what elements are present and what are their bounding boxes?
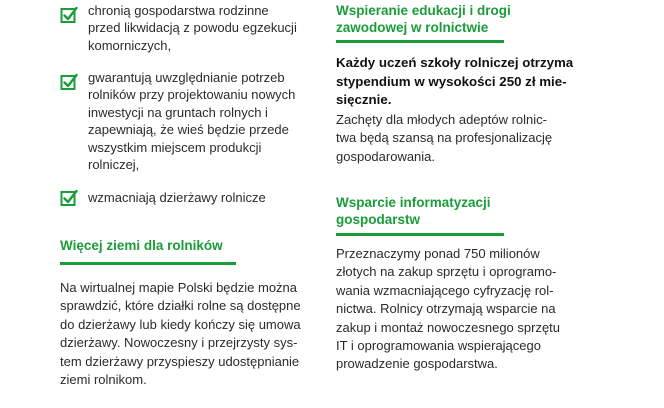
line: tem dzierżawy przyspieszy udostępnianie [60,353,300,369]
heading-underline [336,233,504,236]
line: do dzierżawy lub kiedy kończy się umowa [60,316,301,332]
section-heading-education [336,2,511,36]
line: przed likwidacją z powodu egzekucji [88,20,297,36]
benefit-text [88,69,308,173]
line: wzmacniają dzierżawy rolnicze [88,190,266,205]
line: Na wirtualnej mapie Polski będzie można [60,280,298,295]
scholarship-highlight [336,54,586,110]
line: dzierżawy. Nowoczesny i przejrzysty sys- [60,335,298,351]
education-text [336,111,586,166]
heading-underline [60,262,236,265]
line: Przeznaczymy ponad 750 milionów [336,246,540,261]
line: złotych na zakup sprzętu i oprogramo- [336,264,557,280]
line: rolniczej, [88,157,140,173]
section-heading-more-land: Więcej ziemi dla rolników [60,238,223,253]
line: Wsparcie informatyzacji [336,195,491,210]
line: chronią gospodarstwa rodzinne [88,3,269,18]
checkbox-check-icon [60,189,78,207]
line: sprawdzić, które działki rolne są dostępne [60,298,301,314]
line: gospodarstw [336,212,421,227]
line: rolników przy projektowaniu nowych [88,87,296,103]
checkbox-check-icon [60,73,78,91]
line: zawodowej w rolnictwie [336,20,489,35]
line: nictwa. Rolnicy otrzymają wsparcie na [336,301,556,317]
it-support-text [336,245,586,374]
line: IT i oprogramowania wspierającego [336,338,541,354]
line: ziemi rolnikom. [60,372,147,388]
line: wszystkim miejscem produkcji [88,139,262,155]
line: Wspieranie edukacji i drogi [336,3,511,18]
line: zakup i montaż nowoczesnego sprzętu [336,319,561,335]
line: sięcznie. [336,92,392,108]
line: komorniczych, [88,37,172,53]
line: Każdy uczeń szkoły rolniczej otrzyma [336,55,574,70]
benefit-text [88,2,308,54]
line: gospodarowania. [336,148,436,164]
line: prowadzenie gospodarstwa. [336,356,498,372]
line: inwestycji na gruntach rolnych i [88,104,268,120]
line: stypendium w wysokości 250 zł mie- [336,73,567,89]
line: wania wzmacniającego cyfryzację rol- [336,282,554,298]
line: Zachęty dla młodych adeptów rolnic- [336,112,547,127]
benefit-text [88,189,308,206]
checkbox-check-icon [60,6,78,24]
heading-underline [336,40,504,43]
line: gwarantują uwzględnianie potrzeb [88,70,285,85]
line: twa będą szansą na profesjonalizację [336,130,553,146]
section-text-more-land [60,279,310,389]
section-heading-it-support [336,194,491,228]
line: zapewniają, że wieś będzie przede [88,122,289,138]
